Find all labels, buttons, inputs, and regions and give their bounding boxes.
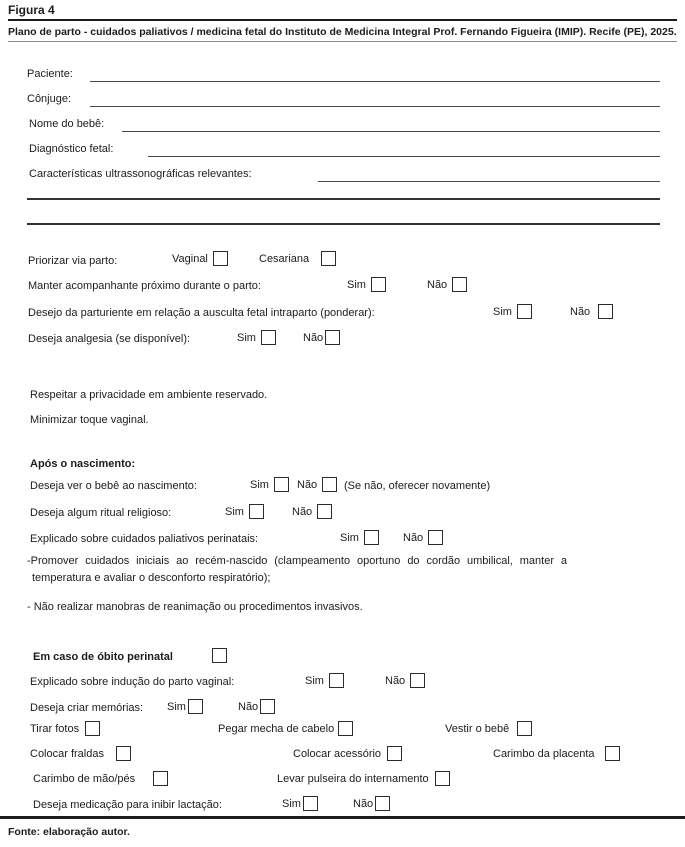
checkbox-ausculta-sim[interactable] [517, 304, 532, 319]
label-inducao: Explicado sobre indução do parto vaginal: [30, 676, 235, 688]
option-memorias-nao [238, 699, 275, 714]
checkbox-analgesia-sim[interactable] [261, 330, 276, 345]
option-ausculta-sim [493, 304, 532, 319]
checkbox-acompanhante-nao[interactable] [452, 277, 467, 292]
checkbox-tirar-fotos[interactable] [85, 721, 100, 736]
checkbox-ritual-sim[interactable] [249, 504, 264, 519]
option-ritual-nao [292, 504, 332, 519]
option-inducao-nao [385, 673, 425, 688]
item-colocar-fraldas [30, 746, 131, 761]
statement-toque-vaginal: Minimizar toque vaginal. [30, 414, 149, 426]
checkbox-carimbo-mao-pes[interactable] [153, 771, 168, 786]
checkbox-cuidados-sim[interactable] [364, 530, 379, 545]
checkbox-ritual-nao[interactable] [317, 504, 332, 519]
label-memorias: Deseja criar memórias: [30, 702, 144, 714]
item-colocar-acessorio [293, 746, 402, 761]
option-analgesia-sim [237, 330, 276, 345]
item-carimbo-placenta [493, 746, 620, 761]
option-analgesia-nao [303, 330, 340, 345]
checkbox-ausculta-nao[interactable] [598, 304, 613, 319]
caracteristicas-fill-line-1[interactable] [318, 181, 660, 182]
figure-caption: Plano de parto - cuidados paliativos / medicina fetal do Instituto de Medicina Integral Prof. Fernando Figueira (IMIP). Recife (PE), 2025. [8, 26, 677, 38]
item-tirar-fotos [30, 721, 100, 736]
option-ritual-sim [225, 504, 264, 519]
nao-label: Não [353, 797, 374, 810]
nao-label: Não [570, 305, 591, 318]
sim-label: Sim [237, 331, 256, 344]
label-acompanhante: Manter acompanhante próximo durante o parto: [28, 280, 261, 292]
item-pulseira-internamento [277, 771, 450, 786]
checkbox-vestir-bebe[interactable] [517, 721, 532, 736]
item-carimbo-mao-pes [33, 771, 168, 786]
note-oferecer-novamente: (Se não, oferecer novamente) [344, 480, 491, 492]
option-ver-bebe-sim [250, 477, 289, 492]
statement-privacidade: Respeitar a privacidade em ambiente reservado. [30, 389, 268, 401]
checkbox-inducao-sim[interactable] [329, 673, 344, 688]
checkbox-inducao-nao[interactable] [410, 673, 425, 688]
checkbox-cesariana[interactable] [321, 251, 336, 266]
checkbox-colocar-acessorio[interactable] [387, 746, 402, 761]
colocar-acessorio-label: Colocar acessório [293, 747, 382, 760]
field-label-paciente: Paciente: [27, 68, 73, 80]
label-ver-bebe: Deseja ver o bebê ao nascimento: [30, 480, 197, 492]
vestir-bebe-label: Vestir o bebê [445, 722, 510, 735]
option-cesariana [259, 251, 336, 266]
carimbo-placenta-label: Carimbo da placenta [493, 747, 595, 760]
checkbox-ver-bebe-sim[interactable] [274, 477, 289, 492]
checkbox-pulseira-internamento[interactable] [435, 771, 450, 786]
option-lactacao-nao [353, 796, 390, 811]
item-vestir-bebe [445, 721, 532, 736]
cesariana-label: Cesariana [259, 252, 310, 265]
vaginal-label: Vaginal [172, 252, 208, 265]
mecha-cabelo-label: Pegar mecha de cabelo [218, 722, 335, 735]
nao-label: Não [403, 531, 424, 544]
sim-label: Sim [305, 674, 324, 687]
option-acompanhante-sim [347, 277, 386, 292]
option-acompanhante-nao [427, 277, 467, 292]
label-ausculta: Desejo da parturiente em relação a ausculta fetal intraparto (ponderar): [28, 307, 375, 319]
option-vaginal [172, 251, 228, 266]
nao-label: Não [427, 278, 448, 291]
nao-label: Não [385, 674, 406, 687]
checkbox-analgesia-nao[interactable] [325, 330, 340, 345]
checkbox-cuidados-nao[interactable] [428, 530, 443, 545]
caracteristicas-fill-line-3[interactable] [27, 223, 660, 225]
section-heading-apos-nascimento: Após o nascimento: [30, 458, 136, 470]
label-inibir-lactacao: Deseja medicação para inibir lactação: [33, 799, 222, 811]
field-label-diagnostico-fetal: Diagnóstico fetal: [29, 143, 114, 155]
option-cuidados-sim [340, 530, 379, 545]
option-inducao-sim [305, 673, 344, 688]
bullet-cuidados-iniciais: -Promover cuidados iniciais ao recém-nascido (clampeamento oportuno do cordão umbilical, manter a temperatura e avaliar o desconforto respiratório); [27, 555, 567, 585]
option-ver-bebe-nao [297, 477, 337, 492]
carimbo-mao-pes-label: Carimbo de mão/pés [33, 772, 136, 785]
paciente-fill-line[interactable] [90, 81, 660, 82]
conjuge-fill-line[interactable] [90, 106, 660, 107]
option-memorias-sim [167, 699, 203, 714]
caracteristicas-fill-line-2[interactable] [27, 198, 660, 200]
nao-label: Não [292, 505, 313, 518]
pulseira-internamento-label: Levar pulseira do internamento [277, 772, 429, 785]
section-heading-obito-perinatal: Em caso de óbito perinatal [33, 651, 173, 663]
bullet-nao-reanimacao: - Não realizar manobras de reanimação ou procedimentos invasivos. [27, 601, 363, 613]
caption-rule [8, 41, 677, 42]
label-ritual-religioso: Deseja algum ritual religioso: [30, 507, 172, 519]
sim-label: Sim [225, 505, 244, 518]
field-label-nome-bebe: Nome do bebê: [29, 118, 105, 130]
checkbox-obito-perinatal[interactable] [212, 648, 227, 663]
sim-label: Sim [347, 278, 366, 291]
checkbox-memorias-nao[interactable] [260, 699, 275, 714]
label-priorizar-via-parto: Priorizar via parto: [28, 255, 118, 267]
figure-source: Fonte: elaboração autor. [8, 826, 130, 838]
figure-label: Figura 4 [8, 3, 55, 17]
checkbox-memorias-sim[interactable] [188, 699, 203, 714]
sim-label: Sim [167, 700, 186, 713]
item-mecha-cabelo [218, 721, 353, 736]
nao-label: Não [238, 700, 259, 713]
label-explicado-cuidados: Explicado sobre cuidados paliativos perinatais: [30, 533, 259, 545]
nome-bebe-fill-line[interactable] [122, 131, 660, 132]
checkbox-carimbo-placenta[interactable] [605, 746, 620, 761]
checkbox-vaginal[interactable] [213, 251, 228, 266]
option-cuidados-nao [403, 530, 443, 545]
checkbox-colocar-fraldas[interactable] [116, 746, 131, 761]
footer-rule [0, 816, 685, 819]
diagnostico-fill-line[interactable] [148, 156, 660, 157]
checkbox-lactacao-nao[interactable] [375, 796, 390, 811]
sim-label: Sim [250, 478, 269, 491]
nao-label: Não [303, 331, 324, 344]
field-label-caracteristicas: Características ultrassonográficas relevantes: [29, 168, 252, 180]
tirar-fotos-label: Tirar fotos [30, 722, 80, 735]
sim-label: Sim [282, 797, 301, 810]
sim-label: Sim [493, 305, 512, 318]
checkbox-mecha-cabelo[interactable] [338, 721, 353, 736]
option-lactacao-sim [282, 796, 318, 811]
colocar-fraldas-label: Colocar fraldas [30, 747, 104, 760]
header-rule [8, 19, 677, 21]
checkbox-acompanhante-sim[interactable] [371, 277, 386, 292]
nao-label: Não [297, 478, 318, 491]
option-ausculta-nao [570, 304, 613, 319]
label-analgesia: Deseja analgesia (se disponível): [28, 333, 191, 345]
checkbox-ver-bebe-nao[interactable] [322, 477, 337, 492]
checkbox-lactacao-sim[interactable] [303, 796, 318, 811]
sim-label: Sim [340, 531, 359, 544]
field-label-conjuge: Cônjuge: [27, 93, 72, 105]
